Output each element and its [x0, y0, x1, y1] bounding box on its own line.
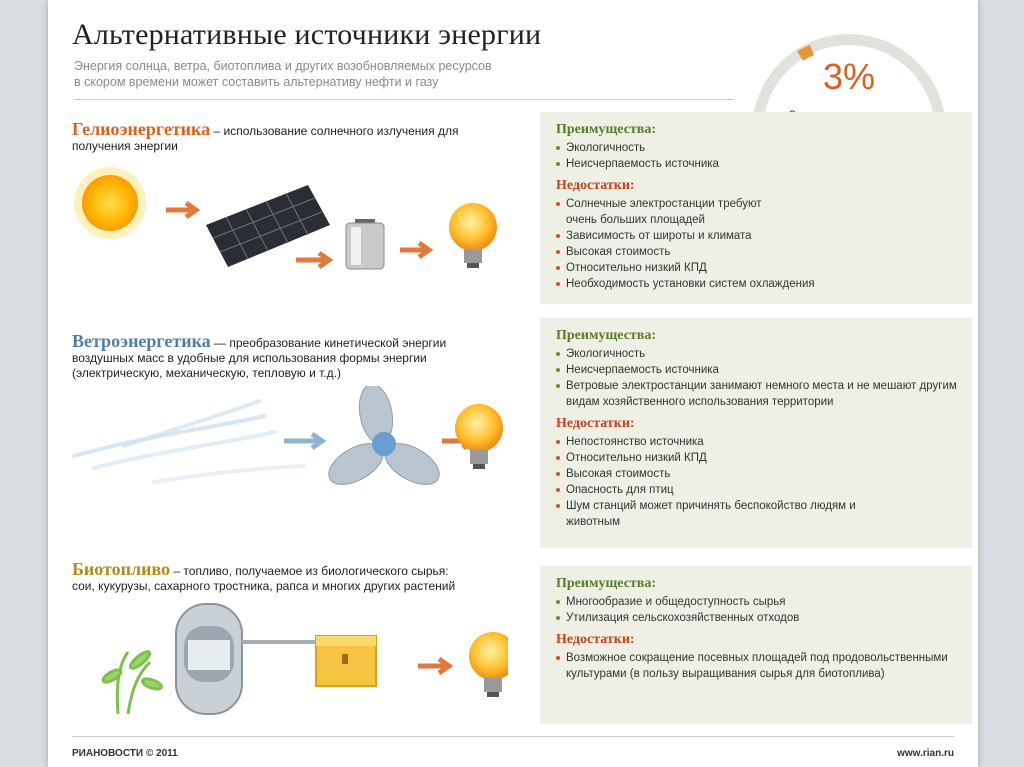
propeller-icon: [322, 386, 446, 493]
arrow-icon: [400, 243, 429, 257]
light-bulb-icon: [469, 632, 508, 697]
light-bulb-icon: [455, 404, 503, 469]
bio-advantages-title: Преимущества:: [556, 576, 657, 591]
arrow-icon: [284, 434, 322, 448]
title-divider: [74, 99, 734, 100]
bio-illustration: [88, 596, 508, 722]
list-item: Относительно низкий КПД: [556, 260, 856, 276]
bio-desc-2: сои, кукурузы, сахарного тростника, рапса и многих других растений: [72, 579, 456, 593]
solar-disadvantages-title: Недостатки:: [556, 178, 635, 193]
bio-disadvantages-list: [556, 650, 958, 682]
subtitle-line-1: Энергия солнца, ветра, биотоплива и других возобновляемых ресурсов: [74, 59, 492, 73]
arrow-icon: [296, 253, 329, 267]
arrow-icon: [418, 659, 449, 673]
solar-advantages-list: [556, 140, 958, 172]
wind-advantages-title: Преимущества:: [556, 328, 657, 343]
wind-advantages-list: [556, 346, 958, 410]
solar-panel-icon: [206, 185, 330, 267]
list-item: Зависимость от широты и климата: [556, 228, 786, 244]
list-item: Опасность для птиц: [556, 482, 958, 498]
bio-advantages-list: [556, 594, 958, 626]
wind-disadvantages-title: Недостатки:: [556, 416, 635, 431]
subtitle-line-2: в скором времени может составить альтернативу нефти и газу: [74, 75, 439, 89]
page-subtitle: [74, 58, 594, 90]
brand-logo: РИАНОВОСТИ © 2011: [72, 748, 178, 759]
list-item: Солнечные электростанции требуют очень больших площадей: [556, 196, 786, 228]
stat-percent: 3%: [822, 56, 876, 97]
sprout-icon: [101, 649, 162, 714]
list-item: Необходимость установки систем охлаждения: [556, 276, 886, 292]
battery-icon: [346, 219, 384, 269]
solar-advantages-title: Преимущества:: [556, 122, 657, 137]
list-item: Утилизация сельскохозяйственных отходов: [556, 610, 958, 626]
light-bulb-icon: [449, 203, 497, 268]
list-item: Неисчерпаемость источника: [556, 156, 958, 172]
wind-swirl-icon: [74, 401, 304, 482]
bio-disadvantages-title: Недостатки:: [556, 632, 635, 647]
wind-disadvantages-list: [556, 434, 958, 530]
wind-desc-2: воздушных масс в удобные для использования формы энергии: [72, 351, 427, 365]
bio-heading: [72, 559, 456, 594]
list-item: Многообразие и общедоступность сырья: [556, 594, 958, 610]
list-item: Экологичность: [556, 346, 958, 362]
list-item: Экологичность: [556, 140, 958, 156]
pipe: [242, 636, 318, 642]
wind-pros-cons-panel: [540, 318, 972, 548]
solar-desc-2: получения энергии: [72, 139, 178, 153]
wind-desc-3: (электрическую, механическую, тепловую и т.д.): [72, 366, 341, 380]
solar-pros-cons-panel: [540, 112, 972, 304]
wind-desc-1: — преобразование кинетической энергии: [210, 336, 447, 350]
wind-illustration: [64, 386, 514, 506]
list-item: Ветровые электростанции занимают немного места и не мешают другим видам хозяйственного использования территории: [556, 378, 958, 410]
arrow-icon: [166, 203, 196, 217]
solar-desc-1: – использование солнечного излучения для: [210, 124, 459, 138]
wind-title: Ветроэнергетика: [72, 331, 211, 351]
list-item: Возможное сокращение посевных площадей под продовольственными культурами (в пользу выращивания сырья для биотоплива): [556, 650, 958, 682]
wind-heading: [72, 331, 447, 381]
fuel-box-icon: [316, 636, 376, 686]
list-item: Высокая стоимость: [556, 466, 958, 482]
site-url: www.rian.ru: [897, 748, 954, 759]
list-item: Шум станций может причинять беспокойство людям и животным: [556, 498, 856, 530]
infographic-page: [48, 0, 978, 767]
solar-disadvantages-list: [556, 196, 815, 292]
bio-pros-cons-panel: [540, 566, 972, 724]
solar-heading: [72, 119, 459, 154]
bio-title: Биотопливо: [72, 559, 171, 579]
bio-desc-1: – топливо, получаемое из биологического сырья:: [170, 564, 449, 578]
solar-illustration: [68, 165, 508, 285]
bioreactor-tank-icon: [176, 604, 242, 714]
list-item: Непостоянство источника: [556, 434, 958, 450]
list-item: Неисчерпаемость источника: [556, 362, 958, 378]
solar-title: Гелиоэнергетика: [72, 119, 211, 139]
sun-icon: [74, 167, 146, 239]
list-item: Относительно низкий КПД: [556, 450, 958, 466]
list-item: Высокая стоимость: [556, 244, 786, 260]
page-title: Альтернативные источники энергии: [72, 18, 542, 51]
footer-divider: [72, 736, 954, 737]
